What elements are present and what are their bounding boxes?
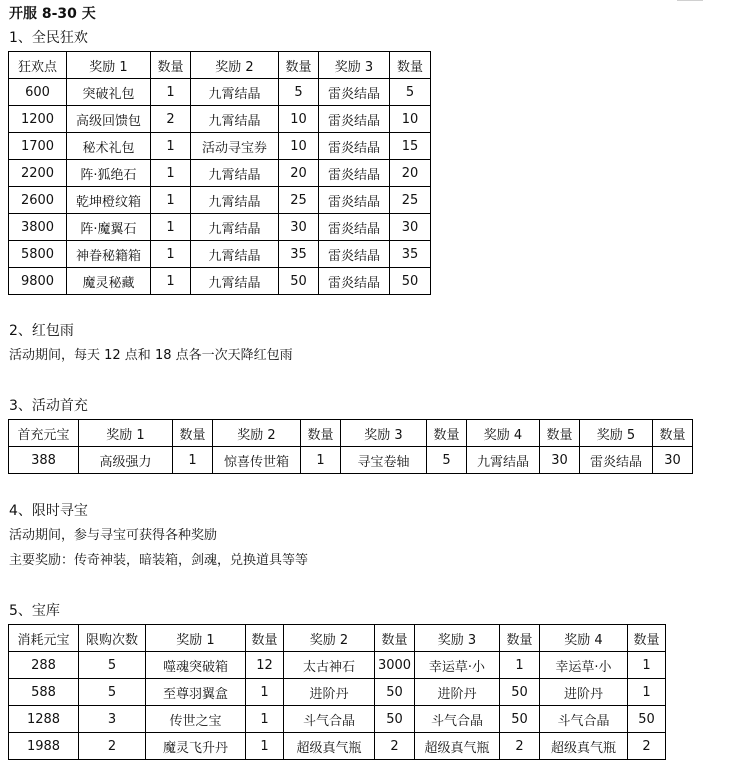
column-header: 数量 xyxy=(427,420,467,447)
table-cell: 50 xyxy=(500,679,540,706)
table-cell: 超级真气瓶 xyxy=(540,733,628,760)
table-treasury xyxy=(8,624,666,760)
section-heading-4: 4、限时寻宝 xyxy=(9,503,88,519)
table-cell: 雷炎结晶 xyxy=(319,106,390,133)
table-cell: 1988 xyxy=(9,733,79,760)
table-cell: 雷炎结晶 xyxy=(580,447,653,474)
table-header-row xyxy=(9,52,431,79)
table-cell: 雷炎结晶 xyxy=(319,268,390,295)
table-cell: 1 xyxy=(151,133,191,160)
table-cell: 20 xyxy=(279,160,319,187)
table-cell: 高级回馈包 xyxy=(67,106,151,133)
column-header: 数量 xyxy=(279,52,319,79)
table-cell: 雷炎结晶 xyxy=(319,160,390,187)
table-cell: 5 xyxy=(279,79,319,106)
table-row xyxy=(9,160,431,187)
table-cell: 50 xyxy=(500,706,540,733)
table-cell: 1 xyxy=(151,241,191,268)
table-cell: 九霄结晶 xyxy=(191,241,279,268)
table-cell: 1 xyxy=(628,652,666,679)
table-row xyxy=(9,706,666,733)
table-cell: 雷炎结晶 xyxy=(319,187,390,214)
table-cell: 30 xyxy=(653,447,693,474)
column-header: 奖励 5 xyxy=(580,420,653,447)
table-cell: 25 xyxy=(279,187,319,214)
table-cell: 幸运草·小 xyxy=(540,652,628,679)
table-cell: 雷炎结晶 xyxy=(319,214,390,241)
table-cell: 5800 xyxy=(9,241,67,268)
table-cell: 30 xyxy=(540,447,580,474)
table-cell: 突破礼包 xyxy=(67,79,151,106)
table-cell: 传世之宝 xyxy=(146,706,246,733)
table-cell: 50 xyxy=(375,679,415,706)
column-header: 消耗元宝 xyxy=(9,625,79,652)
table-header-row xyxy=(9,625,666,652)
table-cell: 高级强力 xyxy=(79,447,173,474)
table-cell: 1700 xyxy=(9,133,67,160)
table-cell: 九霄结晶 xyxy=(191,79,279,106)
table-cell: 1 xyxy=(500,652,540,679)
section-text-2: 活动期间，每天 12 点和 18 点各一次天降红包雨 xyxy=(9,348,293,363)
table-cell: 1 xyxy=(173,447,213,474)
table-cell: 1 xyxy=(151,160,191,187)
table-cell: 30 xyxy=(390,214,431,241)
table-cell: 进阶丹 xyxy=(284,679,375,706)
table-cell: 1200 xyxy=(9,106,67,133)
table-cell: 阵·狐绝石 xyxy=(67,160,151,187)
table-cell: 幸运草·小 xyxy=(415,652,500,679)
table-cell: 20 xyxy=(390,160,431,187)
table-cell: 5 xyxy=(390,79,431,106)
table-cell: 10 xyxy=(279,106,319,133)
table-cell: 30 xyxy=(279,214,319,241)
table-cell: 九霄结晶 xyxy=(467,447,540,474)
table-cell: 3800 xyxy=(9,214,67,241)
table-cell: 1 xyxy=(246,706,284,733)
table-cell: 九霄结晶 xyxy=(191,214,279,241)
table-cell: 50 xyxy=(628,706,666,733)
column-header: 数量 xyxy=(540,420,580,447)
column-header: 数量 xyxy=(653,420,693,447)
table-cell: 九霄结晶 xyxy=(191,268,279,295)
table-cell: 魔灵飞升丹 xyxy=(146,733,246,760)
column-header: 数量 xyxy=(246,625,284,652)
table-cell: 10 xyxy=(390,106,431,133)
table-cell: 1 xyxy=(151,187,191,214)
table-cell: 35 xyxy=(390,241,431,268)
column-header: 奖励 2 xyxy=(213,420,301,447)
table-row xyxy=(9,733,666,760)
column-header: 奖励 4 xyxy=(467,420,540,447)
column-header: 限购次数 xyxy=(79,625,146,652)
table-row xyxy=(9,79,431,106)
table-cell: 2 xyxy=(500,733,540,760)
section-heading-5: 5、宝库 xyxy=(9,603,60,619)
table-cell: 5 xyxy=(427,447,467,474)
column-header: 奖励 3 xyxy=(341,420,427,447)
table-cell: 388 xyxy=(9,447,79,474)
table-cell: 3000 xyxy=(375,652,415,679)
table-cell: 1 xyxy=(151,79,191,106)
section-heading-1: 1、全民狂欢 xyxy=(9,30,88,46)
top-divider xyxy=(677,0,703,1)
column-header: 奖励 3 xyxy=(415,625,500,652)
table-cell: 魔灵秘藏 xyxy=(67,268,151,295)
table-cell: 九霄结晶 xyxy=(191,160,279,187)
table-cell: 斗气合晶 xyxy=(540,706,628,733)
table-cell: 1 xyxy=(246,679,284,706)
table-cell: 12 xyxy=(246,652,284,679)
table-cell: 活动寻宝券 xyxy=(191,133,279,160)
table-cell: 2 xyxy=(628,733,666,760)
table-cell: 2200 xyxy=(9,160,67,187)
table-row xyxy=(9,447,693,474)
table-cell: 50 xyxy=(390,268,431,295)
section-text-4-line1: 活动期间，参与寻宝可获得各种奖励 xyxy=(9,528,218,543)
table-cell: 斗气合晶 xyxy=(284,706,375,733)
column-header: 数量 xyxy=(628,625,666,652)
table-cell: 15 xyxy=(390,133,431,160)
table-cell: 25 xyxy=(390,187,431,214)
table-cell: 超级真气瓶 xyxy=(415,733,500,760)
column-header: 数量 xyxy=(390,52,431,79)
column-header: 奖励 1 xyxy=(67,52,151,79)
table-cell: 斗气合晶 xyxy=(415,706,500,733)
table-cell: 1 xyxy=(628,679,666,706)
table-cell: 50 xyxy=(279,268,319,295)
column-header: 奖励 4 xyxy=(540,625,628,652)
column-header: 奖励 3 xyxy=(319,52,390,79)
table-cell: 秘术礼包 xyxy=(67,133,151,160)
table-cell: 神眷秘籍箱 xyxy=(67,241,151,268)
table-row xyxy=(9,679,666,706)
table-cell: 1 xyxy=(246,733,284,760)
column-header: 首充元宝 xyxy=(9,420,79,447)
table-header-row xyxy=(9,420,693,447)
table-cell: 2600 xyxy=(9,187,67,214)
table-cell: 惊喜传世箱 xyxy=(213,447,301,474)
column-header: 数量 xyxy=(500,625,540,652)
column-header: 数量 xyxy=(301,420,341,447)
page-title: 开服 8-30 天 xyxy=(9,6,96,22)
table-cell: 50 xyxy=(375,706,415,733)
table-cell: 288 xyxy=(9,652,79,679)
table-cell: 至尊羽翼盒 xyxy=(146,679,246,706)
table-cell: 噬魂突破箱 xyxy=(146,652,246,679)
table-row xyxy=(9,652,666,679)
column-header: 数量 xyxy=(173,420,213,447)
table-cell: 雷炎结晶 xyxy=(319,133,390,160)
table-row xyxy=(9,187,431,214)
table-cell: 雷炎结晶 xyxy=(319,241,390,268)
column-header: 奖励 2 xyxy=(284,625,375,652)
table-cell: 2 xyxy=(151,106,191,133)
table-cell: 1 xyxy=(301,447,341,474)
table-cell: 九霄结晶 xyxy=(191,106,279,133)
table-cell: 9800 xyxy=(9,268,67,295)
table-cell: 1288 xyxy=(9,706,79,733)
table-cell: 太古神石 xyxy=(284,652,375,679)
table-cell: 35 xyxy=(279,241,319,268)
table-cell: 600 xyxy=(9,79,67,106)
table-cell: 乾坤橙纹箱 xyxy=(67,187,151,214)
column-header: 数量 xyxy=(375,625,415,652)
section-text-4-line2: 主要奖励：传奇神装，暗装箱，剑魂，兑换道具等等 xyxy=(9,553,309,568)
table-first-recharge xyxy=(8,419,693,474)
table-row xyxy=(9,241,431,268)
column-header: 数量 xyxy=(151,52,191,79)
table-row xyxy=(9,133,431,160)
table-row xyxy=(9,268,431,295)
table-row xyxy=(9,106,431,133)
table-cell: 2 xyxy=(375,733,415,760)
table-cell: 寻宝卷轴 xyxy=(341,447,427,474)
table-cell: 5 xyxy=(79,652,146,679)
table-cell: 雷炎结晶 xyxy=(319,79,390,106)
table-cell: 进阶丹 xyxy=(540,679,628,706)
table-cell: 5 xyxy=(79,679,146,706)
table-cell: 1 xyxy=(151,268,191,295)
table-cell: 1 xyxy=(151,214,191,241)
table-cell: 2 xyxy=(79,733,146,760)
column-header: 狂欢点 xyxy=(9,52,67,79)
table-cell: 10 xyxy=(279,133,319,160)
section-heading-3: 3、活动首充 xyxy=(9,398,88,414)
column-header: 奖励 1 xyxy=(146,625,246,652)
column-header: 奖励 1 xyxy=(79,420,173,447)
table-row xyxy=(9,214,431,241)
table-quanmin-kuanghuan xyxy=(8,51,431,295)
table-cell: 3 xyxy=(79,706,146,733)
table-cell: 阵·魔翼石 xyxy=(67,214,151,241)
table-cell: 进阶丹 xyxy=(415,679,500,706)
table-cell: 九霄结晶 xyxy=(191,187,279,214)
section-heading-2: 2、红包雨 xyxy=(9,323,74,339)
column-header: 奖励 2 xyxy=(191,52,279,79)
table-cell: 超级真气瓶 xyxy=(284,733,375,760)
table-cell: 588 xyxy=(9,679,79,706)
